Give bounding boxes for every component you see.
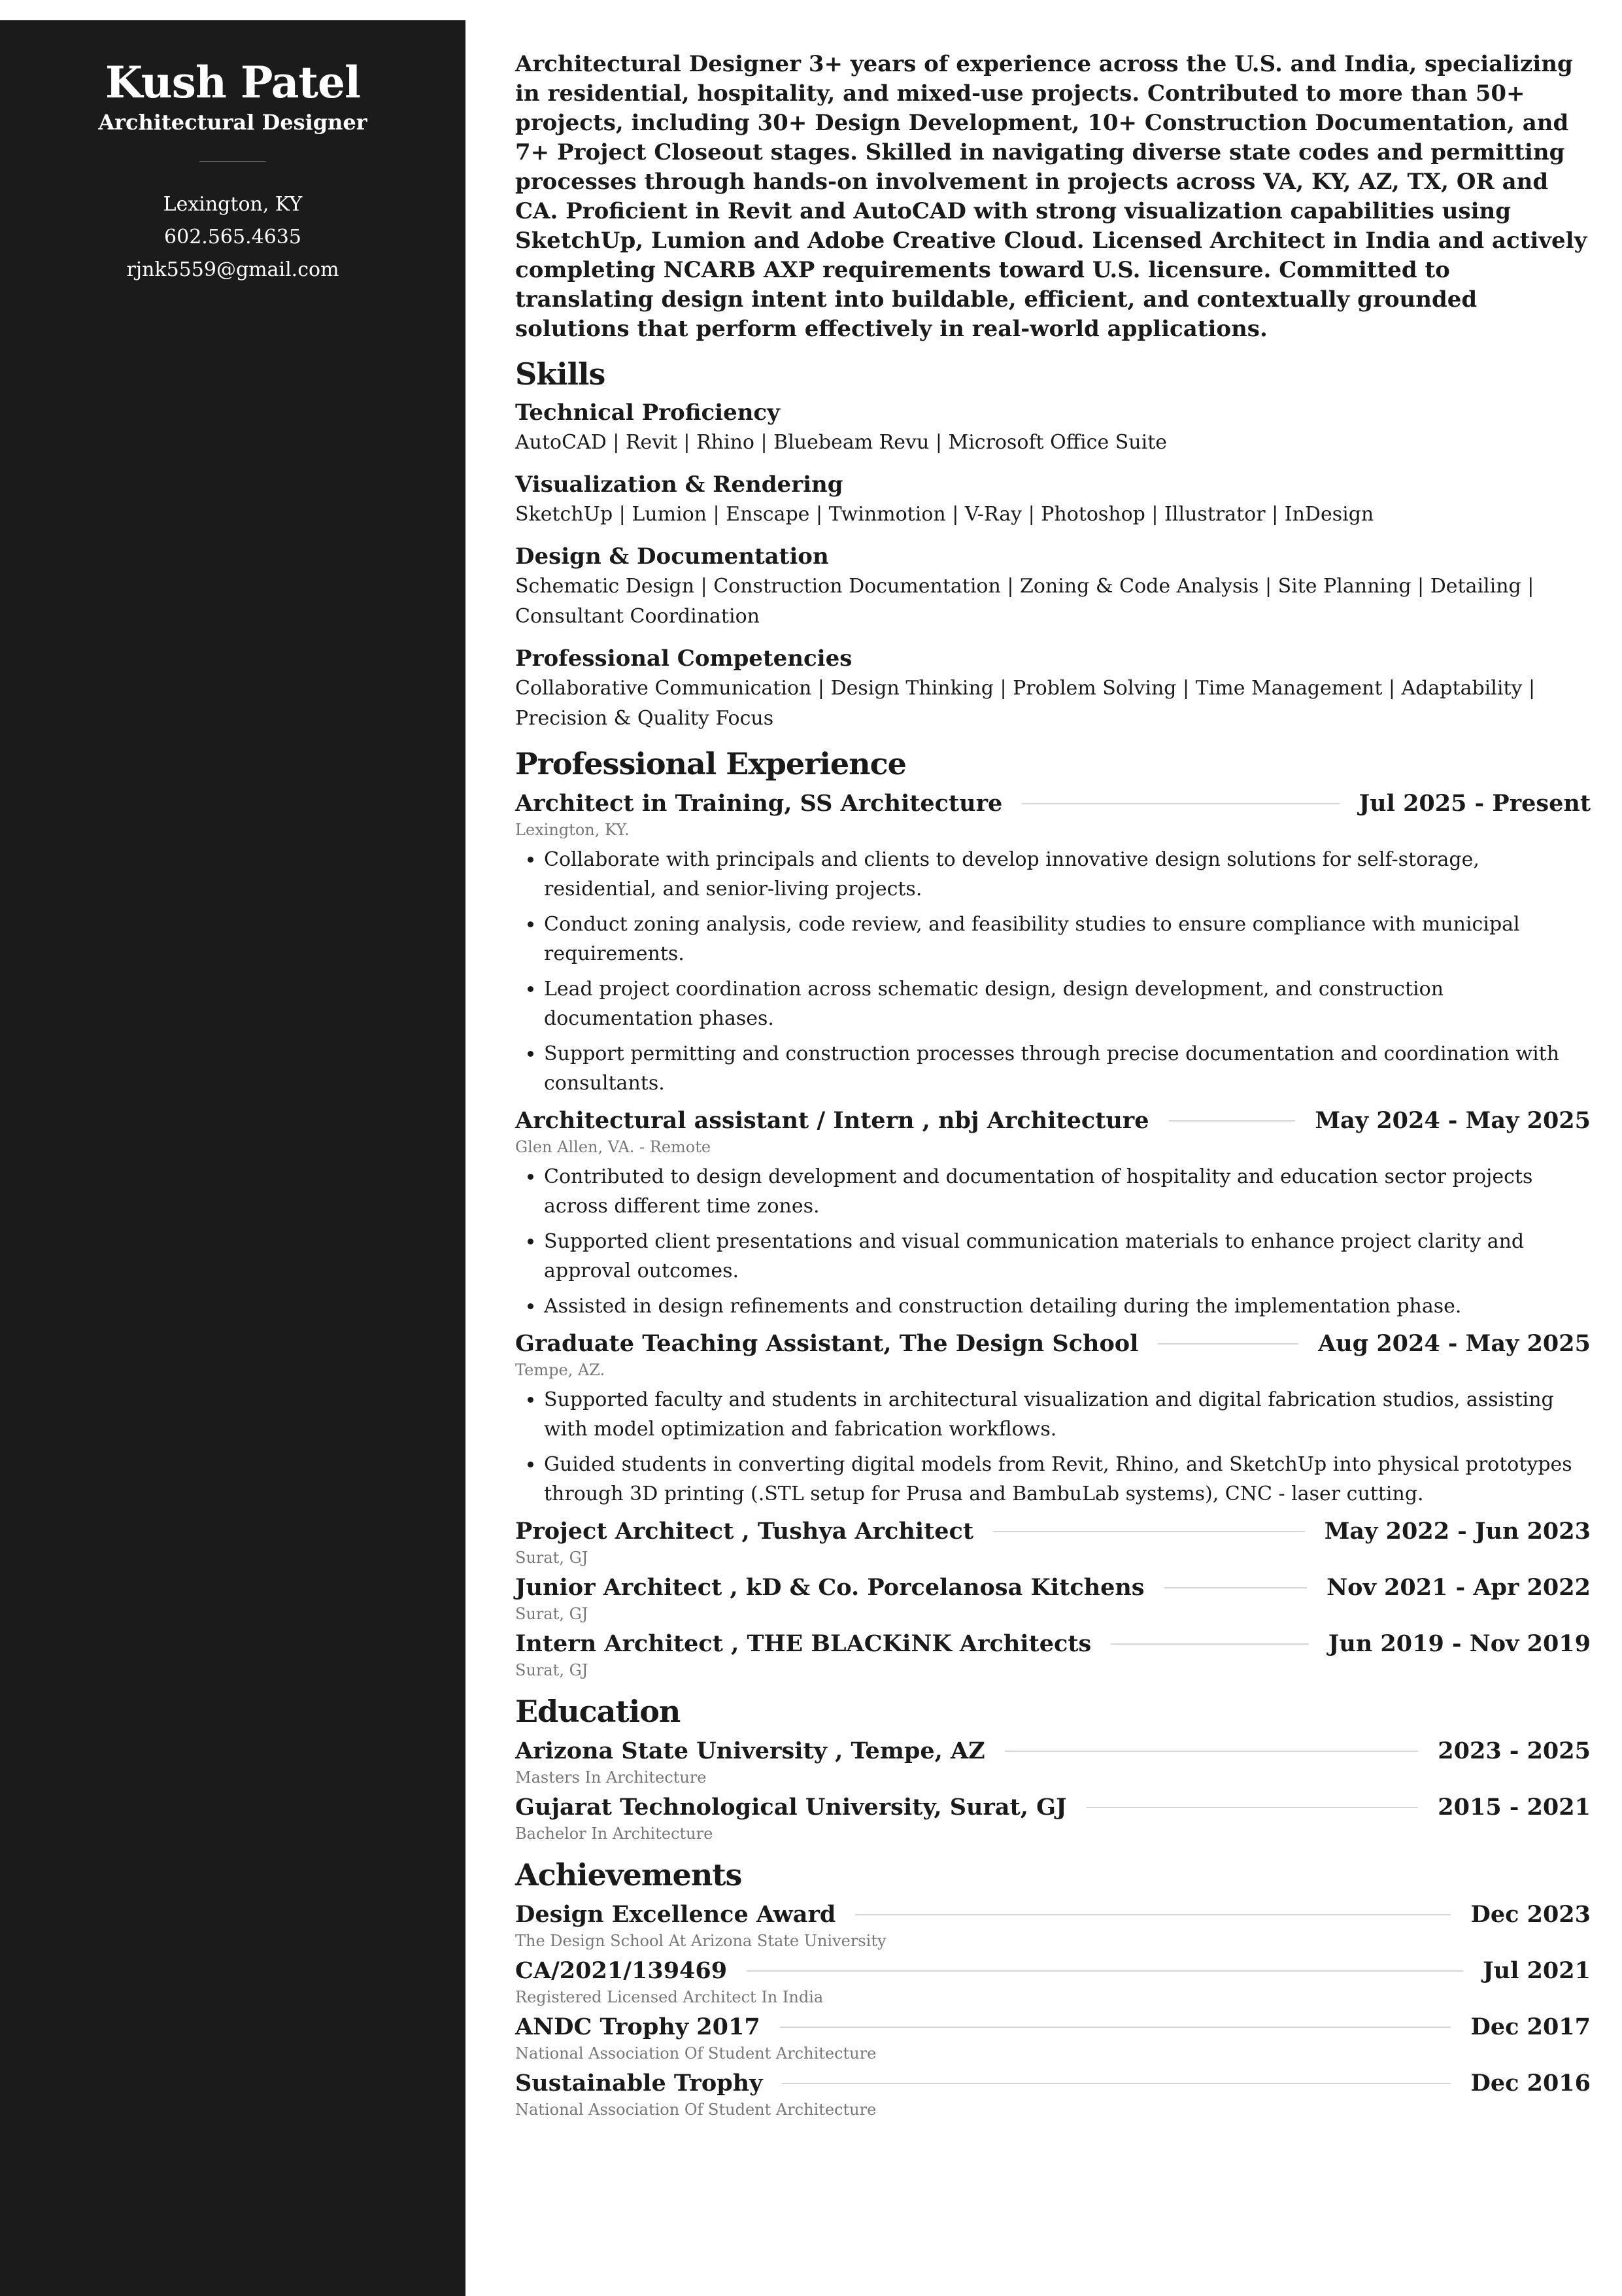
achievements-list <box>515 1898 1591 2121</box>
achievement-entry <box>515 1898 1591 1952</box>
achievement-title: Sustainable Trophy <box>515 2070 763 2097</box>
job-bullet: • Collaborate with principals and clients to develop innovative design solutions for self-storage, residential, and senior-living projects. <box>544 845 1591 904</box>
achievement-date: Jul 2021 <box>1483 1957 1591 1984</box>
job-date: May 2024 - May 2025 <box>1315 1107 1591 1134</box>
leader-line <box>1164 1587 1308 1588</box>
education-heading: Education <box>515 1694 681 1729</box>
degree: Bachelor In Architecture <box>515 1825 713 1843</box>
job-title: Architect in Training, SS Architecture <box>515 790 1003 817</box>
job-title: Intern Architect , THE BLACKiNK Architects <box>515 1630 1092 1657</box>
job-title: Project Architect , Tushya Architect <box>515 1518 974 1545</box>
job-location: Tempe, AZ. <box>515 1361 605 1379</box>
leader-line <box>855 1914 1451 1915</box>
achievement-entry <box>515 1955 1591 2008</box>
achievement-title: Design Excellence Award <box>515 1901 836 1928</box>
skill-group <box>515 541 1591 632</box>
leader-line <box>747 1970 1463 1972</box>
job-bullet: • Supported faculty and students in architectural visualization and digital fabrication studios, assisting with model optimization and fabrication workflows. <box>544 1385 1591 1444</box>
experience-heading: Professional Experience <box>515 746 906 781</box>
achievement-title: ANDC Trophy 2017 <box>515 2013 760 2040</box>
job-location: Glen Allen, VA. - Remote <box>515 1138 711 1156</box>
main-content <box>515 50 1591 2123</box>
experience-entry <box>515 1515 1591 1569</box>
sidebar-divider <box>199 161 266 162</box>
skill-group-text: SketchUp | Lumion | Enscape | Twinmotion | V-Ray | Photoshop | Illustrator | InDesign <box>515 503 1374 526</box>
job-location: Surat, GJ <box>515 1605 588 1623</box>
job-bullets <box>515 845 1591 1098</box>
leader-line <box>1005 1751 1419 1752</box>
job-date: Nov 2021 - Apr 2022 <box>1326 1574 1591 1601</box>
skill-group-title: Technical Proficiency <box>515 400 780 426</box>
experience-entry <box>515 1328 1591 1509</box>
achievement-issuer: National Association Of Student Architecture <box>515 2044 877 2063</box>
leader-line <box>782 2083 1451 2084</box>
education-list <box>515 1735 1591 1845</box>
achievement-date: Dec 2017 <box>1470 2013 1591 2040</box>
achievement-title: CA/2021/139469 <box>515 1957 728 1984</box>
achievement-entry <box>515 2067 1591 2121</box>
contact-phone: 602.565.4635 <box>164 226 301 249</box>
experience-entry <box>515 1105 1591 1321</box>
job-date: Jun 2019 - Nov 2019 <box>1328 1630 1591 1657</box>
leader-line <box>780 2027 1451 2028</box>
skill-group-text: Collaborative Communication | Design Thinking | Problem Solving | Time Management | Adaptability | Precision & Quality Focus <box>515 677 1536 730</box>
job-bullets <box>515 1162 1591 1321</box>
skill-group <box>515 643 1591 734</box>
skill-group-title: Visualization & Rendering <box>515 471 843 498</box>
job-bullet: • Guided students in converting digital models from Revit, Rhino, and SketchUp into physical prototypes through 3D printing (.STL setup for Prusa and BambuLab systems), CNC - laser cutting. <box>544 1450 1591 1509</box>
skill-group-title: Design & Documentation <box>515 543 829 570</box>
summary: Architectural Designer 3+ years of experience across the U.S. and India, specializing in residential, hospitality, and mixed-use projects. Contributed to more than 50+ projects, including 30+ Design Development, 10+ Construction Documentation, and 7+ Project Closeout stages. Skilled in navigating diverse state codes and permitting processes through hands-on involvement in projects across VA, KY, AZ, TX, OR and CA. Proficient in Revit and AutoCAD with strong visualization capabilities using SketchUp, Lumion and Adobe Creative Cloud. Licensed Architect in India and actively completing NCARB AXP requirements toward U.S. licensure. Committed to translating design intent into buildable, efficient, and contextually grounded solutions that perform effectively in real-world applications. <box>515 51 1587 342</box>
job-location: Surat, GJ <box>515 1661 588 1679</box>
leader-line <box>1111 1643 1309 1645</box>
job-location: Lexington, KY. <box>515 821 630 839</box>
school-date: 2015 - 2021 <box>1438 1794 1591 1821</box>
degree: Masters In Architecture <box>515 1768 707 1787</box>
job-date: May 2022 - Jun 2023 <box>1324 1518 1591 1545</box>
candidate-name: Kush Patel <box>105 57 361 108</box>
achievement-entry <box>515 2011 1591 2065</box>
school-name: Arizona State University , Tempe, AZ <box>515 1738 985 1764</box>
achievement-issuer: National Association Of Student Architecture <box>515 2100 877 2119</box>
leader-line <box>1158 1343 1298 1345</box>
school-date: 2023 - 2025 <box>1438 1738 1591 1764</box>
leader-line <box>1022 803 1339 804</box>
experience-list <box>515 787 1591 1681</box>
education-entry <box>515 1791 1591 1845</box>
job-bullet: • Assisted in design refinements and construction detailing during the implementation phase. <box>544 1292 1591 1321</box>
leader-line <box>1169 1120 1296 1122</box>
skill-group <box>515 398 1591 458</box>
leader-line <box>993 1531 1305 1532</box>
job-title: Architectural assistant / Intern , nbj Architecture <box>515 1107 1149 1134</box>
achievements-heading: Achievements <box>515 1857 742 1893</box>
sidebar <box>0 20 465 2296</box>
contact-email[interactable]: rjnk5559@gmail.com <box>126 258 339 282</box>
job-location: Surat, GJ <box>515 1549 588 1567</box>
job-bullets <box>515 1385 1591 1509</box>
experience-entry <box>515 787 1591 1098</box>
job-bullet: • Support permitting and construction processes through precise documentation and coordination with consultants. <box>544 1039 1591 1098</box>
skill-group-text: AutoCAD | Revit | Rhino | Bluebeam Revu | Microsoft Office Suite <box>515 431 1168 454</box>
job-bullet: • Conduct zoning analysis, code review, and feasibility studies to ensure compliance with municipal requirements. <box>544 910 1591 968</box>
leader-line <box>1087 1807 1419 1808</box>
contact-location: Lexington, KY <box>163 193 303 216</box>
skills-list <box>515 398 1591 734</box>
job-bullet: • Contributed to design development and documentation of hospitality and education sector projects across different time zones. <box>544 1162 1591 1221</box>
achievement-date: Dec 2016 <box>1470 2070 1591 2097</box>
skills-heading: Skills <box>515 356 605 392</box>
education-entry <box>515 1735 1591 1789</box>
job-date: Jul 2025 - Present <box>1359 790 1591 817</box>
job-title: Junior Architect , kD & Co. Porcelanosa Kitchens <box>515 1574 1145 1601</box>
school-name: Gujarat Technological University, Surat, GJ <box>515 1794 1067 1821</box>
job-title: Graduate Teaching Assistant, The Design School <box>515 1330 1139 1357</box>
job-bullet: • Supported client presentations and visual communication materials to enhance project clarity and approval outcomes. <box>544 1227 1591 1286</box>
experience-entry <box>515 1628 1591 1681</box>
skill-group-title: Professional Competencies <box>515 645 853 672</box>
achievement-date: Dec 2023 <box>1470 1901 1591 1928</box>
achievement-issuer: The Design School At Arizona State University <box>515 1932 887 1950</box>
skill-group <box>515 470 1591 530</box>
achievement-issuer: Registered Licensed Architect In India <box>515 1988 824 2006</box>
experience-entry <box>515 1571 1591 1625</box>
job-date: Aug 2024 - May 2025 <box>1318 1330 1591 1357</box>
job-bullet: • Lead project coordination across schematic design, design development, and construction documentation phases. <box>544 974 1591 1033</box>
skill-group-text: Schematic Design | Construction Documentation | Zoning & Code Analysis | Site Planning | Detailing | Consultant Coordination <box>515 575 1534 628</box>
candidate-title: Architectural Designer <box>98 110 367 135</box>
